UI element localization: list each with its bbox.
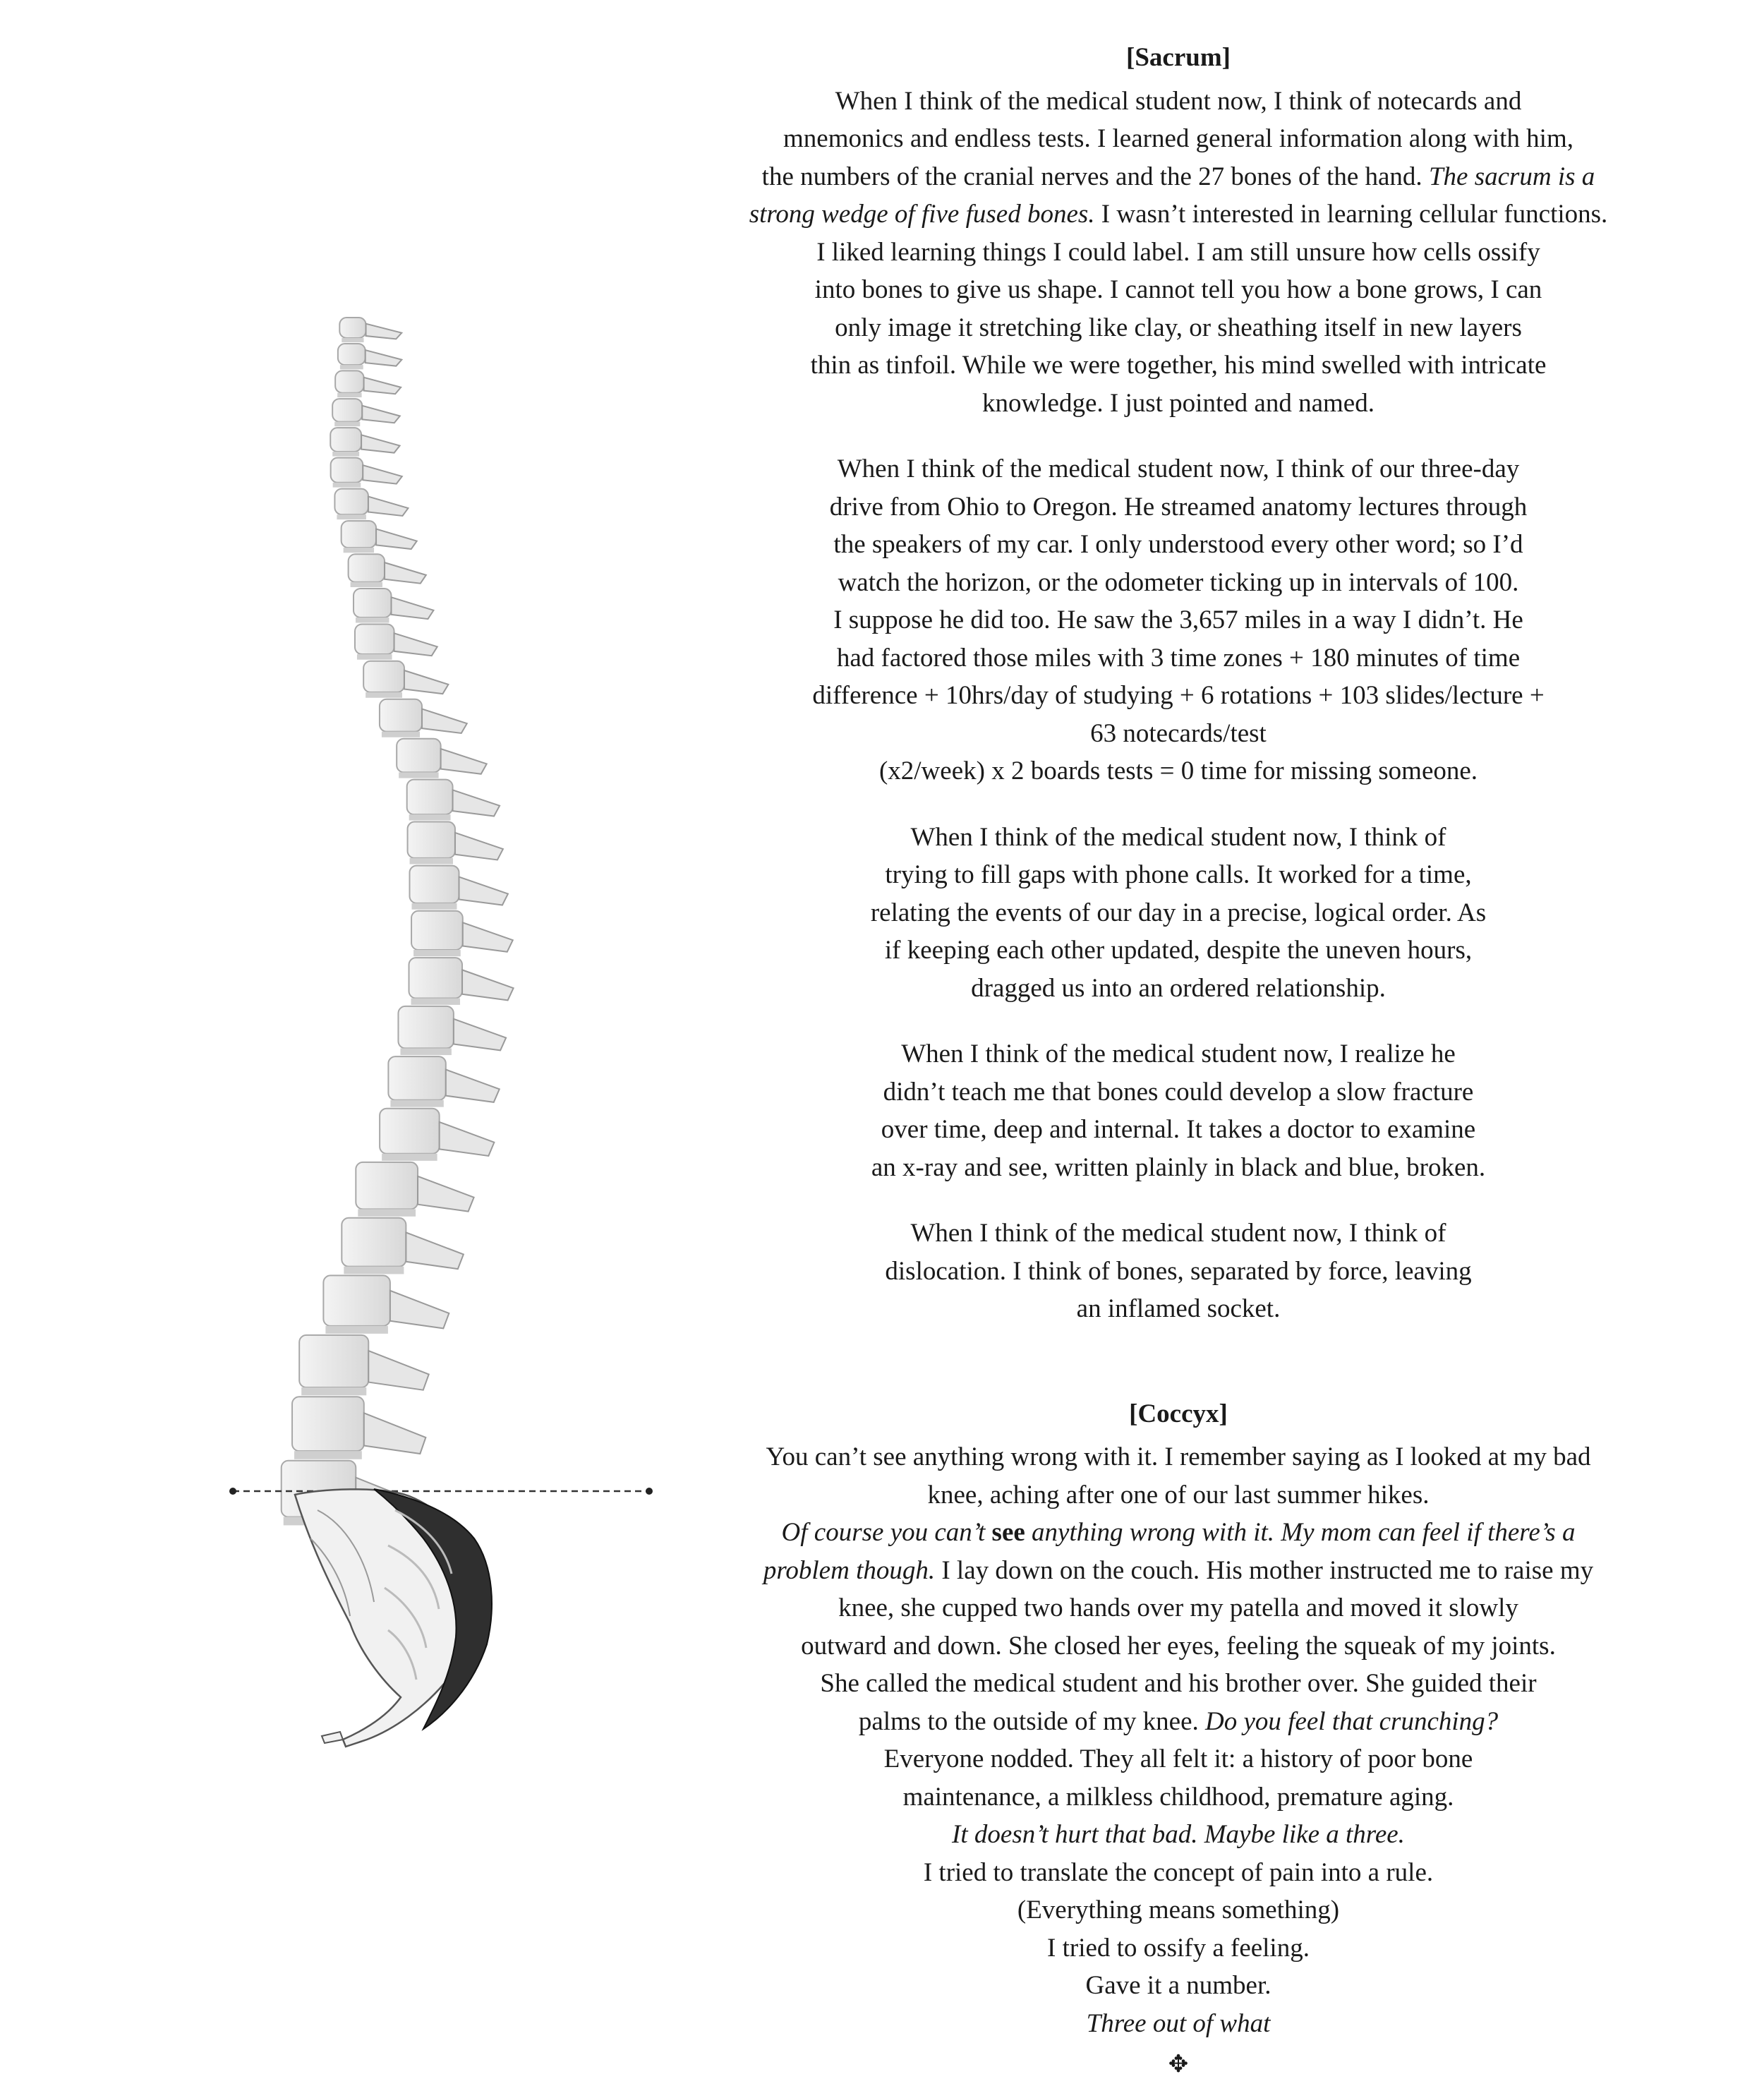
vertebra-process bbox=[440, 1122, 495, 1156]
vertebra-process bbox=[361, 435, 399, 452]
text-line: relating the events of our day in a precise, logical order. As bbox=[870, 898, 1487, 927]
sacrum-heading: [Sacrum] bbox=[1126, 43, 1231, 72]
intervertebral-disc bbox=[409, 814, 451, 820]
intervertebral-disc bbox=[413, 950, 461, 956]
vertebra-process bbox=[406, 1232, 463, 1269]
text-line: mnemonics and endless tests. I learned general information along with him, bbox=[783, 124, 1573, 153]
intervertebral-disc bbox=[344, 1267, 404, 1274]
vertebra-process bbox=[366, 350, 402, 366]
vertebra-body bbox=[332, 399, 362, 422]
intervertebral-disc bbox=[399, 772, 438, 778]
intervertebral-disc bbox=[301, 1387, 366, 1395]
intervertebral-disc bbox=[358, 1209, 416, 1216]
intervertebral-disc bbox=[337, 514, 366, 519]
intervertebral-disc bbox=[382, 732, 420, 737]
vertebra-body bbox=[398, 1006, 453, 1049]
coccyx-paragraph bbox=[734, 1438, 1623, 2042]
text-line: When I think of the medical student now, I think of bbox=[910, 822, 1446, 852]
vertebra-process bbox=[366, 324, 402, 339]
sacrum-paragraph-1 bbox=[734, 83, 1623, 423]
sacrum-coccyx bbox=[295, 1489, 492, 1747]
intervertebral-disc bbox=[410, 858, 453, 864]
vertebra-body bbox=[323, 1275, 390, 1325]
text-line: Gave it a number. bbox=[1085, 1971, 1271, 2000]
text-line: It doesn’t hurt that bad. Maybe like a three. bbox=[952, 1820, 1405, 1849]
intervertebral-disc bbox=[340, 365, 363, 369]
intervertebral-disc bbox=[356, 617, 389, 622]
sacrum-paragraph-3 bbox=[734, 819, 1623, 1008]
vertebra-body bbox=[363, 661, 404, 692]
text-line: knee, aching after one of our last summer hikes. bbox=[927, 1480, 1430, 1509]
vertebra-body bbox=[354, 589, 391, 617]
text-line: the speakers of my car. I only understood every other word; so I’d bbox=[833, 530, 1523, 559]
text-line: Everyone nodded. They all felt it: a history of poor bone bbox=[883, 1744, 1473, 1773]
text-line: trying to fill gaps with phone calls. It worked for a time, bbox=[885, 860, 1472, 889]
vertebra-process bbox=[446, 1070, 500, 1102]
text-line: an x-ray and see, written plainly in black and blue, broken. bbox=[871, 1152, 1486, 1182]
text-line: over time, deep and internal. It takes a doctor to examine bbox=[881, 1115, 1476, 1144]
text-line: You can’t see anything wrong with it. I remember saying as I looked at my bad bbox=[766, 1442, 1591, 1471]
vertebra-body bbox=[388, 1056, 445, 1100]
vertebra-process bbox=[453, 790, 500, 816]
intervertebral-disc bbox=[382, 1154, 437, 1161]
vertebra-body bbox=[335, 370, 363, 392]
text-line: Three out of what bbox=[1086, 2008, 1271, 2038]
text-line: I liked learning things I could label. I am still unsure how cells ossify bbox=[816, 237, 1540, 267]
vertebra-body bbox=[408, 822, 455, 858]
text-run: the numbers of the cranial nerves and the 27 bones of the hand. bbox=[761, 162, 1429, 191]
text-line: only image it stretching like clay, or sheathing itself in new layers bbox=[835, 313, 1522, 342]
vertebra-body bbox=[356, 1162, 418, 1209]
text-run: I wasn’t interested in learning cellular functions. bbox=[1094, 200, 1608, 229]
italic-run: Do you feel that crunching? bbox=[1205, 1706, 1499, 1736]
vertebra-process bbox=[459, 877, 507, 905]
text-line: dragged us into an ordered relationship. bbox=[971, 973, 1386, 1003]
vertebra-process bbox=[394, 633, 437, 656]
intervertebral-disc bbox=[342, 338, 363, 342]
vertebra-body bbox=[355, 625, 394, 655]
intervertebral-disc bbox=[357, 654, 392, 660]
vertebra-body bbox=[397, 739, 440, 773]
text-line: had factored those miles with 3 time zones + 180 minutes of time bbox=[836, 643, 1521, 673]
vertebra-process bbox=[463, 922, 513, 951]
vertebra-body bbox=[342, 521, 376, 548]
text-line: I suppose he did too. He saw the 3,657 miles in a way I didn’t. He bbox=[833, 605, 1523, 634]
bold-run: see bbox=[991, 1518, 1025, 1547]
italic-run: The sacrum is a bbox=[1428, 162, 1595, 191]
sacrum-paragraph-2 bbox=[734, 450, 1623, 790]
text-line bbox=[734, 1514, 1623, 1552]
text-line: knowledge. I just pointed and named. bbox=[982, 388, 1375, 418]
text-line: dislocation. I think of bones, separated by force, leaving bbox=[885, 1256, 1472, 1286]
text-line: I tried to ossify a feeling. bbox=[1047, 1933, 1310, 1963]
intervertebral-disc bbox=[351, 582, 382, 587]
ornament-icon: ✥ bbox=[1168, 2051, 1189, 2078]
vertebra-body bbox=[292, 1397, 364, 1451]
vertebra-process bbox=[368, 1351, 428, 1390]
vertebra-body bbox=[330, 428, 361, 452]
intervertebral-disc bbox=[294, 1451, 362, 1459]
vertebra-body bbox=[349, 554, 385, 581]
text-line: if keeping each other updated, despite the uneven hours, bbox=[884, 936, 1473, 965]
text-line: When I think of the medical student now, I think of bbox=[910, 1219, 1446, 1248]
vertebra-process bbox=[364, 1413, 426, 1454]
vertebra-process bbox=[363, 465, 402, 483]
vertebra-body bbox=[299, 1335, 368, 1387]
vertebra-process bbox=[385, 562, 426, 584]
intervertebral-disc bbox=[344, 548, 374, 553]
intervertebral-disc bbox=[337, 393, 361, 397]
vertebra-process bbox=[462, 970, 514, 1000]
vertebra-body bbox=[411, 911, 463, 950]
text-line: maintenance, a milkless childhood, premature aging. bbox=[902, 1782, 1454, 1812]
text-line: (x2/week) x 2 boards tests = 0 time for missing someone. bbox=[878, 757, 1478, 785]
intervertebral-disc bbox=[411, 999, 461, 1005]
vertebra-body bbox=[407, 780, 453, 814]
intervertebral-disc bbox=[333, 483, 361, 488]
text-line: 63 notecards/test bbox=[1090, 718, 1267, 748]
intervertebral-disc bbox=[334, 422, 360, 427]
vertebra-process bbox=[422, 709, 467, 733]
vertebra-process bbox=[454, 1019, 506, 1051]
italic-run: problem though. bbox=[763, 1555, 936, 1585]
italic-run: strong wedge of five fused bones. bbox=[749, 200, 1095, 229]
vertebra-process bbox=[362, 406, 399, 423]
vertebra-body bbox=[380, 1109, 440, 1154]
italic-run: anything wrong with it. My mom can feel if there’s a bbox=[1025, 1518, 1576, 1547]
text-line: difference + 10hrs/day of studying + 6 rotations + 103 slides/lecture + bbox=[812, 681, 1545, 710]
text-line: outward and down. She closed her eyes, feeling the squeak of my joints. bbox=[801, 1631, 1556, 1661]
vertebra-process bbox=[368, 497, 409, 516]
text-line: watch the horizon, or the odometer ticking up in intervals of 100. bbox=[838, 567, 1519, 597]
text-line: When I think of the medical student now, I think of our three-day bbox=[837, 454, 1520, 483]
text-line: an inflamed socket. bbox=[1076, 1294, 1281, 1323]
text-line: knee, she cupped two hands over my patella and moved it slowly bbox=[838, 1593, 1518, 1622]
vertebra-process bbox=[376, 529, 417, 549]
vertebra-body bbox=[334, 489, 368, 515]
coccyx-heading: [Coccyx] bbox=[1129, 1399, 1228, 1428]
vertebra-body bbox=[409, 866, 459, 903]
vertebra-body bbox=[331, 458, 363, 483]
text-line bbox=[734, 158, 1623, 196]
vertebra-process bbox=[441, 749, 487, 774]
vertebra-body bbox=[409, 958, 463, 998]
italic-run: Of course you can’t bbox=[781, 1518, 992, 1547]
sacrum-paragraph-4 bbox=[734, 1035, 1623, 1186]
text-line: didn’t teach me that bones could develop a slow fracture bbox=[883, 1077, 1474, 1107]
vertebra-body bbox=[380, 699, 422, 732]
text-line: into bones to give us shape. I cannot tell you how a bone grows, I can bbox=[814, 275, 1542, 304]
vertebra-body bbox=[342, 1218, 406, 1267]
text-line: When I think of the medical student now, I realize he bbox=[901, 1040, 1456, 1068]
text-line: (Everything means something) bbox=[1017, 1896, 1340, 1924]
text-line: thin as tinfoil. While we were together, his mind swelled with intricate bbox=[810, 351, 1547, 380]
text-line: I tried to translate the concept of pain into a rule. bbox=[923, 1857, 1434, 1887]
intervertebral-disc bbox=[366, 692, 402, 698]
text-run: palms to the outside of my knee. bbox=[858, 1706, 1206, 1736]
intervertebral-disc bbox=[325, 1326, 388, 1334]
vertebra-process bbox=[390, 1291, 449, 1329]
text-line: When I think of the medical student now, I think of notecards and bbox=[835, 86, 1522, 116]
vertebra-process bbox=[455, 833, 503, 860]
text-line: drive from Ohio to Oregon. He streamed anatomy lectures through bbox=[829, 492, 1528, 522]
intervertebral-disc bbox=[411, 903, 457, 910]
text-line bbox=[734, 1552, 1623, 1590]
vertebra-process bbox=[364, 378, 401, 394]
text-line bbox=[734, 1703, 1623, 1741]
spine-illustration-icon bbox=[212, 296, 706, 1750]
intervertebral-disc bbox=[400, 1048, 451, 1055]
vertebra-body bbox=[338, 344, 366, 365]
vertebra-process bbox=[418, 1176, 474, 1212]
text-line: She called the medical student and his brother over. She guided their bbox=[820, 1669, 1537, 1698]
vertebra-process bbox=[404, 670, 448, 694]
text-run: I lay down on the couch. His mother instructed me to raise my bbox=[935, 1555, 1594, 1585]
intervertebral-disc bbox=[332, 452, 359, 457]
essay-text bbox=[734, 39, 1623, 2079]
vertebra-process bbox=[391, 597, 433, 619]
intervertebral-disc bbox=[390, 1100, 443, 1107]
vertebrae-group bbox=[282, 318, 514, 1525]
vertebra-body bbox=[339, 318, 366, 338]
sacrum-paragraph-5 bbox=[734, 1215, 1623, 1328]
text-line bbox=[734, 195, 1623, 234]
